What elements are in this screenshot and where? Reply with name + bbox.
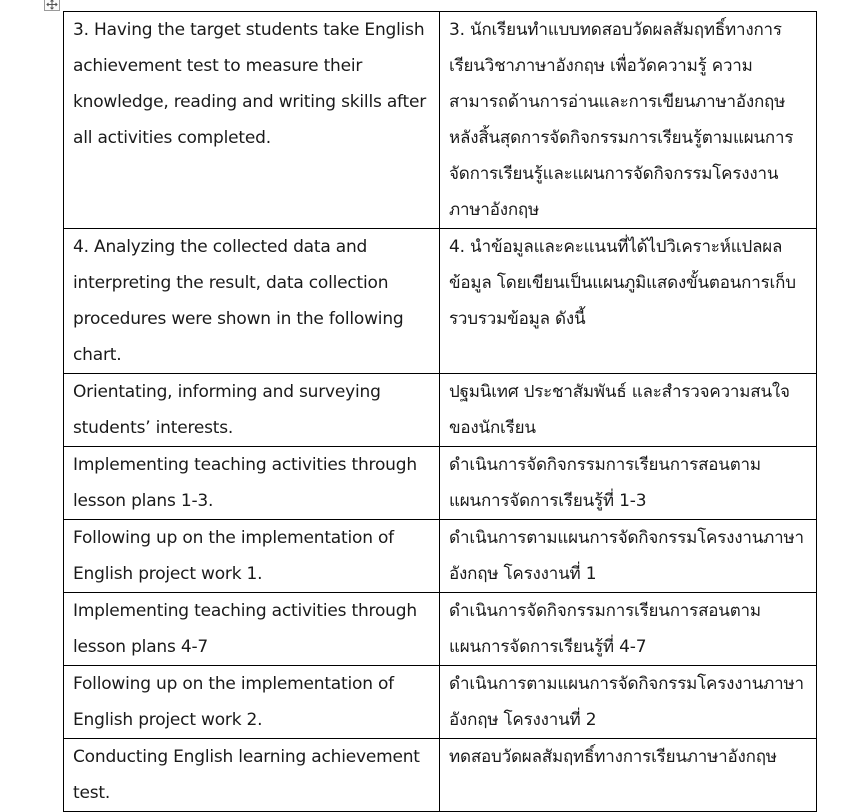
english-text: 4. Analyzing the collected data and interpreting the result, data collection procedures were shown in the following chart. bbox=[73, 237, 404, 365]
english-cell bbox=[64, 229, 440, 374]
table-move-handle-icon[interactable] bbox=[44, 0, 60, 11]
thai-cell bbox=[440, 447, 817, 520]
thai-text: 4. นำข้อมูลและคะแนนที่ได้ไปวิเคราะห์แปลผลข้อมูล โดยเขียนเป็นแผนภูมิแสดงขั้นตอนการเก็บรวบรวมข้อมูล ดังนี้ bbox=[449, 237, 796, 329]
thai-cell bbox=[440, 229, 817, 374]
thai-text: ทดสอบวัดผลสัมฤทธิ์ทางการเรียนภาษาอังกฤษ bbox=[449, 747, 777, 767]
english-text: Orientating, informing and surveying students’ interests. bbox=[73, 382, 381, 438]
table-row bbox=[64, 374, 817, 447]
table-row bbox=[64, 666, 817, 739]
thai-cell bbox=[440, 593, 817, 666]
english-cell bbox=[64, 593, 440, 666]
table-row bbox=[64, 520, 817, 593]
english-text: Implementing teaching activities through lesson plans 1-3. bbox=[73, 455, 417, 511]
english-cell bbox=[64, 666, 440, 739]
thai-text: ดำเนินการตามแผนการจัดกิจกรรมโครงงานภาษาอังกฤษ โครงงานที่ 2 bbox=[449, 674, 804, 730]
thai-text: 3. นักเรียนทำแบบทดสอบวัดผลสัมฤทธิ์ทางการเรียนวิชาภาษาอังกฤษ เพื่อวัดความรู้ ความสามารถด้านการอ่านและการเขียนภาษาอังกฤษ หลังสิ้นสุดการจัดกิจกรรมการเรียนรู้ตามแผนการจัดการเรียนรู้และแผนการจัดกิจกรรมโครงงานภาษาอังกฤษ bbox=[449, 20, 794, 220]
table-row bbox=[64, 739, 817, 812]
thai-cell bbox=[440, 739, 817, 812]
english-text: 3. Having the target students take English achievement test to measure their knowledge, reading and writing skills after all activities completed. bbox=[73, 20, 427, 148]
thai-cell bbox=[440, 520, 817, 593]
english-text: Implementing teaching activities through lesson plans 4-7 bbox=[73, 601, 417, 657]
english-cell bbox=[64, 374, 440, 447]
table-row bbox=[64, 12, 817, 229]
english-cell bbox=[64, 739, 440, 812]
english-text: Following up on the implementation of English project work 2. bbox=[73, 674, 394, 730]
thai-text: ดำเนินการจัดกิจกรรมการเรียนการสอนตามแผนการจัดการเรียนรู้ที่ 1-3 bbox=[449, 455, 761, 511]
thai-text: ดำเนินการจัดกิจกรรมการเรียนการสอนตามแผนการจัดการเรียนรู้ที่ 4-7 bbox=[449, 601, 761, 657]
thai-cell bbox=[440, 666, 817, 739]
thai-text: ปฐมนิเทศ ประชาสัมพันธ์ และสำรวจความสนใจของนักเรียน bbox=[449, 382, 790, 438]
procedure-table bbox=[63, 11, 817, 812]
four-way-arrow-icon bbox=[46, 0, 58, 10]
thai-cell bbox=[440, 374, 817, 447]
english-text: Conducting English learning achievement test. bbox=[73, 747, 420, 803]
english-cell bbox=[64, 520, 440, 593]
thai-text: ดำเนินการตามแผนการจัดกิจกรรมโครงงานภาษาอังกฤษ โครงงานที่ 1 bbox=[449, 528, 804, 584]
english-cell bbox=[64, 447, 440, 520]
table-row bbox=[64, 593, 817, 666]
thai-cell bbox=[440, 12, 817, 229]
english-cell bbox=[64, 12, 440, 229]
table-row bbox=[64, 447, 817, 520]
english-text: Following up on the implementation of English project work 1. bbox=[73, 528, 394, 584]
table-row bbox=[64, 229, 817, 374]
